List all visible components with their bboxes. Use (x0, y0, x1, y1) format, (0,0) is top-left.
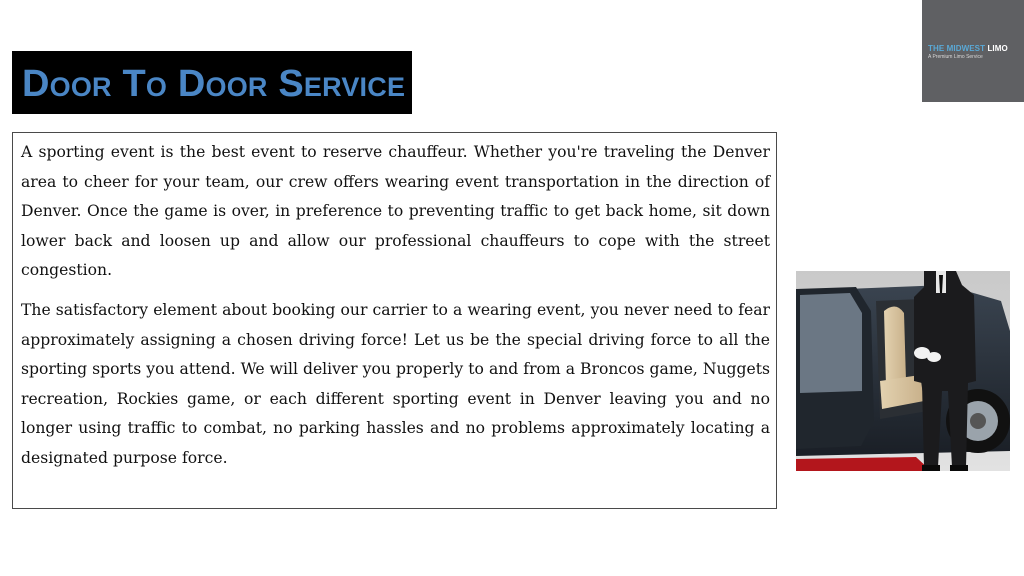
paragraph-2: The satisfactory element about booking our carrier to a wearing event, you never need to fear approximately assigning a chosen driving force! Let us be the special driving force to all the sporting sports you attend. We will deliver you properly to and from a Broncos game, Nuggets recreation, Rockies game, or each different sporting event in Denver leaving you and no longer using traffic to combat, no parking hassles and no problems approximately locating a designated purpose force. (21, 301, 770, 467)
logo-subtitle: A Premium Limo Service (928, 54, 983, 60)
company-logo (922, 0, 1024, 102)
slide-title-bar (12, 51, 412, 114)
logo-title (928, 44, 1024, 53)
logo-title-part1: THE MIDWEST (928, 44, 986, 53)
logo-title-part2: LIMO (987, 44, 1008, 53)
content-text-box (12, 132, 777, 509)
slide-title: Door To Door Service (22, 63, 406, 105)
paragraph-1: A sporting event is the best event to reserve chauffeur. Whether you're traveling the Denver area to cheer for your team, our crew offers wearing event transportation in the direction of Denver. Once the game is over, in preference to preventing traffic to get back home, sit down lower back and loosen up and allow our professional chauffeurs to cope with the street congestion. (21, 143, 770, 279)
chauffeur-car-photo (796, 271, 1010, 471)
